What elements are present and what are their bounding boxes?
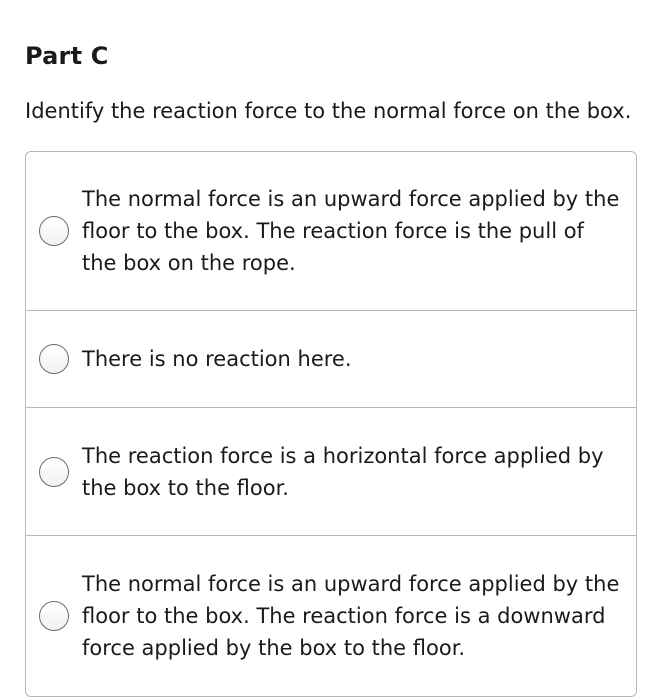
- radio-button-icon[interactable]: [39, 601, 69, 631]
- radio-button-icon[interactable]: [39, 457, 69, 487]
- question-text: Identify the reaction force to the normal force on the box.: [25, 99, 632, 123]
- answer-option-text: The reaction force is a horizontal force applied by the box to the floor.: [82, 443, 604, 500]
- answer-option-4[interactable]: [26, 536, 636, 696]
- answer-option-text: The normal force is an upward force applied by the floor to the box. The reaction force is a downward force applied by the box to the floor.: [82, 572, 620, 660]
- answer-option-1[interactable]: [26, 152, 636, 311]
- answer-option-text: The normal force is an upward force applied by the floor to the box. The reaction force is the pull of the box on the rope.: [82, 187, 620, 275]
- answer-options-list: [25, 151, 637, 697]
- answer-option-text: There is no reaction here.: [82, 347, 352, 371]
- answer-option-3[interactable]: [26, 408, 636, 536]
- answer-option-2[interactable]: [26, 311, 636, 408]
- radio-button-icon[interactable]: [39, 216, 69, 246]
- part-title: Part C: [25, 42, 109, 70]
- radio-button-icon[interactable]: [39, 344, 69, 374]
